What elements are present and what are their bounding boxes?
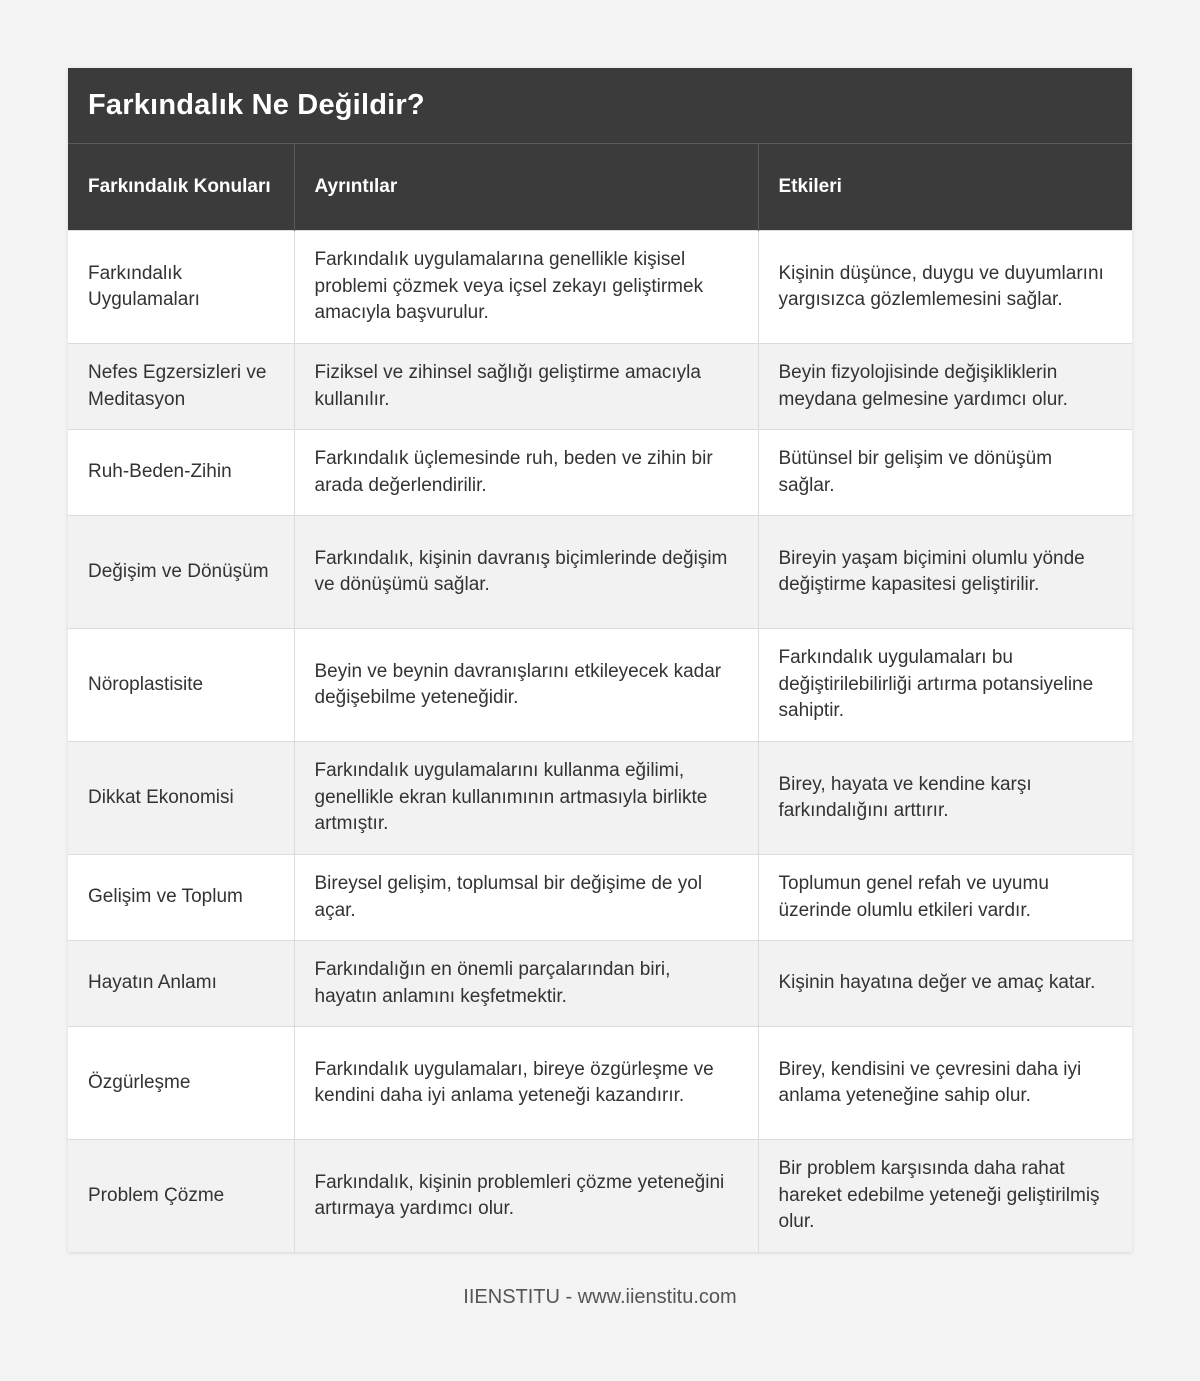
cell-topic: Nöroplastisite bbox=[68, 629, 294, 742]
cell-details: Bireysel gelişim, toplumsal bir değişime de yol açar. bbox=[294, 855, 758, 941]
cell-details: Farkındalık, kişinin problemleri çözme yeteneğini artırmaya yardımcı olur. bbox=[294, 1140, 758, 1253]
table-row bbox=[68, 516, 1132, 629]
table-body bbox=[68, 231, 1132, 1253]
cell-topic: Gelişim ve Toplum bbox=[68, 855, 294, 941]
cell-effects: Farkındalık uygulamaları bu değiştirilebilirliği artırma potansiyeline sahiptir. bbox=[758, 629, 1132, 742]
table-row bbox=[68, 1027, 1132, 1140]
table-row bbox=[68, 430, 1132, 516]
table-header bbox=[68, 144, 1132, 231]
table-row bbox=[68, 855, 1132, 941]
cell-details: Farkındalık, kişinin davranış biçimlerinde değişim ve dönüşümü sağlar. bbox=[294, 516, 758, 629]
table-row bbox=[68, 344, 1132, 430]
table-row bbox=[68, 742, 1132, 855]
cell-details: Beyin ve beynin davranışlarını etkileyecek kadar değişebilme yeteneğidir. bbox=[294, 629, 758, 742]
cell-details: Farkındalık uygulamaları, bireye özgürleşme ve kendini daha iyi anlama yeteneği kazandırır. bbox=[294, 1027, 758, 1140]
title-bar bbox=[68, 68, 1132, 144]
cell-topic: Dikkat Ekonomisi bbox=[68, 742, 294, 855]
cell-effects: Bireyin yaşam biçimini olumlu yönde değiştirme kapasitesi geliştirilir. bbox=[758, 516, 1132, 629]
table-row bbox=[68, 1140, 1132, 1253]
cell-topic: Problem Çözme bbox=[68, 1140, 294, 1253]
table-row bbox=[68, 231, 1132, 344]
cell-effects: Birey, kendisini ve çevresini daha iyi anlama yeteneğine sahip olur. bbox=[758, 1027, 1132, 1140]
cell-details: Fiziksel ve zihinsel sağlığı geliştirme amacıyla kullanılır. bbox=[294, 344, 758, 430]
cell-details: Farkındalık uygulamalarına genellikle kişisel problemi çözmek veya içsel zekayı geliştirmek amacıyla başvurulur. bbox=[294, 231, 758, 344]
cell-details: Farkındalığın en önemli parçalarından biri, hayatın anlamını keşfetmektir. bbox=[294, 941, 758, 1027]
table-title: Farkındalık Ne Değildir? bbox=[88, 89, 425, 121]
cell-details: Farkındalık üçlemesinde ruh, beden ve zihin bir arada değerlendirilir. bbox=[294, 430, 758, 516]
header-effects: Etkileri bbox=[758, 144, 1132, 231]
cell-topic: Nefes Egzersizleri ve Meditasyon bbox=[68, 344, 294, 430]
cell-effects: Bir problem karşısında daha rahat hareket edebilme yeteneği geliştirilmiş olur. bbox=[758, 1140, 1132, 1253]
header-details: Ayrıntılar bbox=[294, 144, 758, 231]
cell-effects: Kişinin hayatına değer ve amaç katar. bbox=[758, 941, 1132, 1027]
cell-effects: Bütünsel bir gelişim ve dönüşüm sağlar. bbox=[758, 430, 1132, 516]
cell-topic: Değişim ve Dönüşüm bbox=[68, 516, 294, 629]
cell-details: Farkındalık uygulamalarını kullanma eğilimi, genellikle ekran kullanımının artmasıyla birlikte artmıştır. bbox=[294, 742, 758, 855]
cell-topic: Ruh-Beden-Zihin bbox=[68, 430, 294, 516]
info-table bbox=[68, 144, 1132, 1252]
cell-effects: Kişinin düşünce, duygu ve duyumlarını yargısızca gözlemlemesini sağlar. bbox=[758, 231, 1132, 344]
cell-effects: Birey, hayata ve kendine karşı farkındalığını arttırır. bbox=[758, 742, 1132, 855]
footer-credit: IIENSTITU - www.iienstitu.com bbox=[463, 1286, 737, 1308]
cell-effects: Toplumun genel refah ve uyumu üzerinde olumlu etkileri vardır. bbox=[758, 855, 1132, 941]
cell-topic: Farkındalık Uygulamaları bbox=[68, 231, 294, 344]
cell-topic: Hayatın Anlamı bbox=[68, 941, 294, 1027]
header-topics: Farkındalık Konuları bbox=[68, 144, 294, 231]
table-card bbox=[68, 68, 1132, 1252]
table-row bbox=[68, 629, 1132, 742]
header-row bbox=[68, 144, 1132, 231]
cell-topic: Özgürleşme bbox=[68, 1027, 294, 1140]
table-row bbox=[68, 941, 1132, 1027]
cell-effects: Beyin fizyolojisinde değişikliklerin meydana gelmesine yardımcı olur. bbox=[758, 344, 1132, 430]
